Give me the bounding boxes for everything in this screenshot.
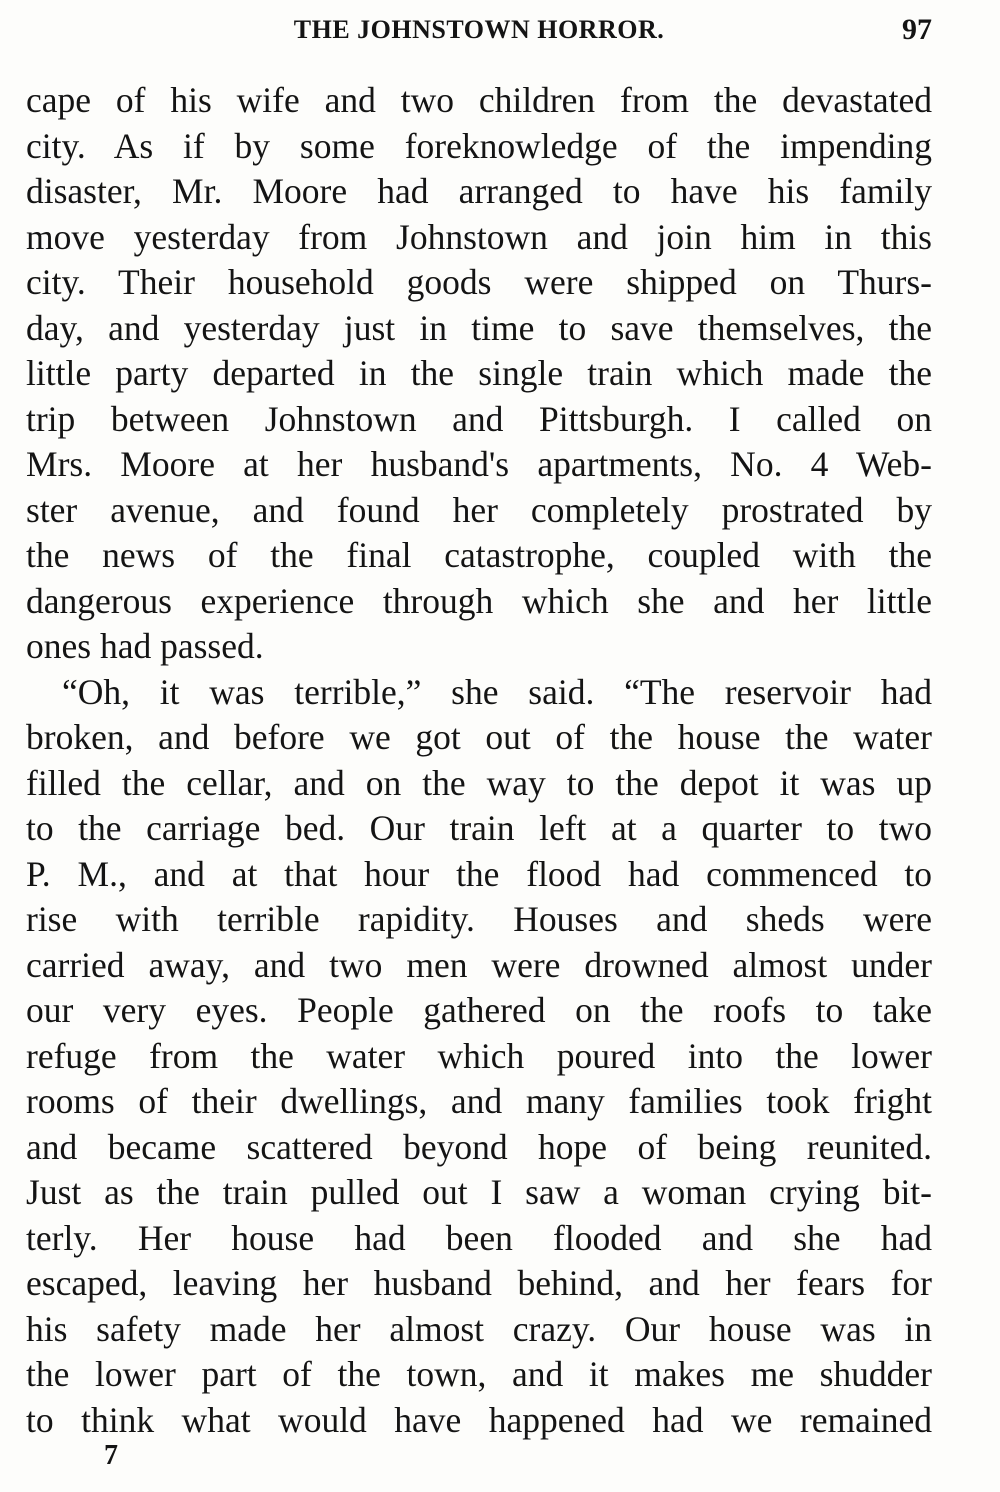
text-line: trip between Johnstown and Pittsburgh. I called on: [26, 398, 932, 439]
text-line: refuge from the water which poured into the lower: [26, 1035, 932, 1076]
text-line: rooms of their dwellings, and many families took fright: [26, 1081, 932, 1121]
text-line: rise with terrible rapidity. Houses and sheds were: [26, 899, 932, 939]
text-line: carried away, and two men were drowned almost under: [26, 944, 932, 985]
text-line: Just as the train pulled out I saw a woman crying bit-: [26, 1172, 932, 1212]
text-line: “Oh, it was terrible,” she said. “The reservoir had: [62, 671, 932, 712]
text-line: P. M., and at that hour the flood had commenced to: [26, 853, 932, 894]
text-line: dangerous experience through which she and her little: [26, 580, 932, 621]
text-line: ones had passed.: [26, 626, 264, 666]
signature-mark: 7: [104, 1440, 118, 1471]
text-line: cape of his wife and two children from the devastated: [26, 80, 932, 120]
text-line: and became scattered beyond hope of being reunited.: [26, 1126, 932, 1167]
running-head: THE JOHNSTOWN HORROR.: [293, 15, 665, 44]
text-line: broken, and before we got out of the house the water: [26, 717, 932, 757]
text-line: disaster, Mr. Moore had arranged to have his family: [26, 171, 932, 211]
text-line: move yesterday from Johnstown and join him in this: [26, 216, 932, 257]
text-line: to think what would have happened had we remained: [26, 1399, 932, 1440]
text-line: the lower part of the town, and it makes me shudder: [26, 1354, 932, 1394]
text-line: his safety made her almost crazy. Our house was in: [26, 1308, 932, 1349]
body-text: [26, 78, 932, 1443]
text-line: escaped, leaving her husband behind, and her fears for: [26, 1263, 932, 1303]
text-line: terly. Her house had been flooded and she had: [26, 1217, 932, 1258]
text-line: ster avenue, and found her completely prostrated by: [26, 489, 932, 530]
text-line: the news of the final catastrophe, coupled with the: [26, 535, 932, 575]
text-line: filled the cellar, and on the way to the depot it was up: [26, 762, 932, 803]
page-header: [26, 8, 932, 52]
text-line: our very eyes. People gathered on the roofs to take: [26, 990, 932, 1030]
text-line: little party departed in the single train which made the: [26, 353, 932, 393]
text-line: city. Their household goods were shipped on Thurs-: [26, 262, 932, 302]
text-line: day, and yesterday just in time to save themselves, the: [26, 307, 932, 348]
text-line: Mrs. Moore at her husband's apartments, No. 4 Web-: [26, 444, 932, 484]
text-line: city. As if by some foreknowledge of the impending: [26, 125, 932, 166]
text-line: to the carriage bed. Our train left at a quarter to two: [26, 808, 932, 848]
page-number: 97: [902, 13, 932, 46]
